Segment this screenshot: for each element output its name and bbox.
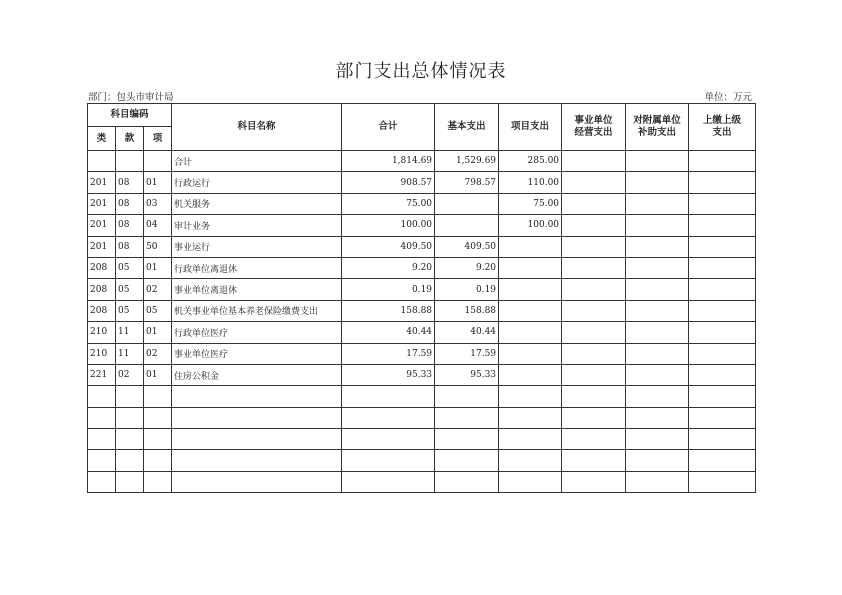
cell-basic xyxy=(435,407,499,428)
cell-name: 事业单位离退休 xyxy=(172,279,342,300)
cell-upper xyxy=(689,193,756,214)
cell-basic: 0.19 xyxy=(435,279,499,300)
cell-kuan: 08 xyxy=(116,193,144,214)
cell-total xyxy=(342,407,435,428)
cell-business xyxy=(562,364,626,385)
cell-project xyxy=(499,386,562,407)
table-row xyxy=(88,343,756,364)
cell-kuan xyxy=(116,450,144,471)
header-name: 科目名称 xyxy=(172,104,342,151)
cell-lei: 210 xyxy=(88,343,116,364)
cell-kuan: 05 xyxy=(116,300,144,321)
cell-project: 75.00 xyxy=(499,193,562,214)
cell-basic: 798.57 xyxy=(435,172,499,193)
cell-upper xyxy=(689,279,756,300)
cell-kuan xyxy=(116,471,144,492)
cell-upper xyxy=(689,236,756,257)
cell-project xyxy=(499,450,562,471)
cell-total xyxy=(342,471,435,492)
cell-total xyxy=(342,386,435,407)
cell-upper xyxy=(689,343,756,364)
cell-basic: 158.88 xyxy=(435,300,499,321)
cell-basic: 9.20 xyxy=(435,257,499,278)
cell-xiang xyxy=(144,471,172,492)
cell-upper xyxy=(689,215,756,236)
cell-name: 住房公积金 xyxy=(172,364,342,385)
cell-business xyxy=(562,471,626,492)
header-project: 项目支出 xyxy=(499,104,562,151)
cell-name: 机关事业单位基本养老保险缴费支出 xyxy=(172,300,342,321)
cell-upper xyxy=(689,407,756,428)
header-basic: 基本支出 xyxy=(435,104,499,151)
cell-total: 95.33 xyxy=(342,364,435,385)
cell-xiang: 01 xyxy=(144,322,172,343)
cell-business xyxy=(562,172,626,193)
cell-kuan: 08 xyxy=(116,236,144,257)
cell-name: 事业单位医疗 xyxy=(172,343,342,364)
cell-project xyxy=(499,300,562,321)
header-subsidiary-line2: 补助支出 xyxy=(638,127,677,138)
cell-name: 机关服务 xyxy=(172,193,342,214)
header-upper xyxy=(689,104,756,151)
cell-lei: 221 xyxy=(88,364,116,385)
cell-project xyxy=(499,322,562,343)
cell-kuan xyxy=(116,151,144,172)
cell-subsidiary xyxy=(626,471,689,492)
unit-label: 单位：万元 xyxy=(704,92,752,103)
cell-project xyxy=(499,279,562,300)
cell-kuan xyxy=(116,429,144,450)
cell-basic: 17.59 xyxy=(435,343,499,364)
cell-xiang: 50 xyxy=(144,236,172,257)
cell-business xyxy=(562,257,626,278)
cell-business xyxy=(562,279,626,300)
cell-name: 行政单位医疗 xyxy=(172,322,342,343)
cell-kuan: 02 xyxy=(116,364,144,385)
cell-basic xyxy=(435,429,499,450)
table-row xyxy=(88,450,756,471)
table-row xyxy=(88,471,756,492)
cell-project xyxy=(499,257,562,278)
cell-business xyxy=(562,407,626,428)
header-code-group: 科目编码 xyxy=(88,104,172,127)
table-row xyxy=(88,364,756,385)
cell-total: 40.44 xyxy=(342,322,435,343)
cell-total: 75.00 xyxy=(342,193,435,214)
cell-xiang xyxy=(144,407,172,428)
cell-xiang: 03 xyxy=(144,193,172,214)
cell-kuan: 05 xyxy=(116,279,144,300)
cell-upper xyxy=(689,300,756,321)
cell-total: 908.57 xyxy=(342,172,435,193)
header-upper-line1: 上缴上级 xyxy=(703,115,742,126)
cell-project xyxy=(499,236,562,257)
cell-lei xyxy=(88,151,116,172)
cell-project xyxy=(499,364,562,385)
cell-subsidiary xyxy=(626,172,689,193)
cell-project xyxy=(499,407,562,428)
cell-basic xyxy=(435,471,499,492)
cell-subsidiary xyxy=(626,215,689,236)
cell-business xyxy=(562,386,626,407)
cell-name xyxy=(172,429,342,450)
cell-total: 100.00 xyxy=(342,215,435,236)
cell-basic: 1,529.69 xyxy=(435,151,499,172)
header-business-line2: 经营支出 xyxy=(574,127,613,138)
cell-lei: 208 xyxy=(88,279,116,300)
cell-lei xyxy=(88,471,116,492)
cell-lei: 208 xyxy=(88,257,116,278)
cell-name: 合计 xyxy=(172,151,342,172)
cell-business xyxy=(562,236,626,257)
cell-name: 行政单位离退休 xyxy=(172,257,342,278)
table-row xyxy=(88,429,756,450)
cell-upper xyxy=(689,450,756,471)
cell-xiang: 02 xyxy=(144,343,172,364)
cell-xiang: 01 xyxy=(144,257,172,278)
cell-business xyxy=(562,193,626,214)
cell-basic xyxy=(435,215,499,236)
cell-kuan: 11 xyxy=(116,343,144,364)
header-kuan: 款 xyxy=(116,127,144,151)
cell-name xyxy=(172,450,342,471)
cell-upper xyxy=(689,429,756,450)
header-subsidiary xyxy=(626,104,689,151)
cell-xiang xyxy=(144,386,172,407)
cell-total: 9.20 xyxy=(342,257,435,278)
cell-project xyxy=(499,343,562,364)
cell-business xyxy=(562,450,626,471)
cell-upper xyxy=(689,322,756,343)
cell-total xyxy=(342,450,435,471)
department-label: 部门：包头市审计局 xyxy=(88,92,174,103)
table-row xyxy=(88,236,756,257)
cell-lei xyxy=(88,386,116,407)
cell-subsidiary xyxy=(626,450,689,471)
cell-lei xyxy=(88,429,116,450)
cell-total: 1,814.69 xyxy=(342,151,435,172)
cell-total: 158.88 xyxy=(342,300,435,321)
cell-xiang: 04 xyxy=(144,215,172,236)
cell-business xyxy=(562,215,626,236)
cell-xiang: 01 xyxy=(144,172,172,193)
cell-lei: 201 xyxy=(88,215,116,236)
header-subsidiary-line1: 对附属单位 xyxy=(633,115,681,126)
cell-business xyxy=(562,300,626,321)
table-row xyxy=(88,300,756,321)
cell-subsidiary xyxy=(626,364,689,385)
cell-name: 事业运行 xyxy=(172,236,342,257)
cell-basic: 40.44 xyxy=(435,322,499,343)
cell-business xyxy=(562,322,626,343)
header-business xyxy=(562,104,626,151)
table-row xyxy=(88,257,756,278)
cell-xiang xyxy=(144,429,172,450)
cell-xiang: 05 xyxy=(144,300,172,321)
cell-subsidiary xyxy=(626,407,689,428)
cell-kuan xyxy=(116,407,144,428)
header-lei: 类 xyxy=(88,127,116,151)
cell-kuan: 11 xyxy=(116,322,144,343)
cell-subsidiary xyxy=(626,343,689,364)
cell-xiang xyxy=(144,450,172,471)
cell-kuan xyxy=(116,386,144,407)
cell-name xyxy=(172,407,342,428)
table-body xyxy=(88,151,756,493)
cell-name xyxy=(172,471,342,492)
header-total: 合计 xyxy=(342,104,435,151)
table-row xyxy=(88,193,756,214)
cell-basic xyxy=(435,193,499,214)
cell-total: 17.59 xyxy=(342,343,435,364)
cell-name: 审计业务 xyxy=(172,215,342,236)
cell-basic xyxy=(435,386,499,407)
table-row xyxy=(88,172,756,193)
cell-kuan: 05 xyxy=(116,257,144,278)
cell-subsidiary xyxy=(626,257,689,278)
cell-lei xyxy=(88,450,116,471)
header-upper-line2: 支出 xyxy=(712,127,732,138)
header-business-line1: 事业单位 xyxy=(574,115,613,126)
cell-upper xyxy=(689,151,756,172)
cell-upper xyxy=(689,257,756,278)
expenditure-table xyxy=(87,103,756,493)
cell-project: 100.00 xyxy=(499,215,562,236)
table-row xyxy=(88,322,756,343)
cell-kuan: 08 xyxy=(116,215,144,236)
cell-total: 409.50 xyxy=(342,236,435,257)
cell-subsidiary xyxy=(626,193,689,214)
table-row xyxy=(88,279,756,300)
cell-subsidiary xyxy=(626,300,689,321)
cell-subsidiary xyxy=(626,386,689,407)
cell-subsidiary xyxy=(626,151,689,172)
cell-basic xyxy=(435,450,499,471)
cell-lei: 201 xyxy=(88,172,116,193)
cell-upper xyxy=(689,471,756,492)
cell-xiang xyxy=(144,151,172,172)
cell-lei: 201 xyxy=(88,236,116,257)
cell-subsidiary xyxy=(626,236,689,257)
cell-lei: 210 xyxy=(88,322,116,343)
cell-business xyxy=(562,151,626,172)
cell-name: 行政运行 xyxy=(172,172,342,193)
cell-subsidiary xyxy=(626,429,689,450)
cell-basic: 409.50 xyxy=(435,236,499,257)
cell-project: 110.00 xyxy=(499,172,562,193)
cell-business xyxy=(562,429,626,450)
cell-business xyxy=(562,343,626,364)
table-row xyxy=(88,407,756,428)
table-row xyxy=(88,386,756,407)
cell-project xyxy=(499,471,562,492)
table-row xyxy=(88,215,756,236)
table-row xyxy=(88,151,756,172)
cell-upper xyxy=(689,172,756,193)
cell-upper xyxy=(689,364,756,385)
cell-lei: 201 xyxy=(88,193,116,214)
cell-xiang: 01 xyxy=(144,364,172,385)
cell-lei xyxy=(88,407,116,428)
page-title: 部门支出总体情况表 xyxy=(335,61,507,82)
cell-project xyxy=(499,429,562,450)
cell-kuan: 08 xyxy=(116,172,144,193)
header-xiang: 项 xyxy=(144,127,172,151)
cell-xiang: 02 xyxy=(144,279,172,300)
table-header xyxy=(88,104,756,151)
cell-total xyxy=(342,429,435,450)
cell-upper xyxy=(689,386,756,407)
cell-name xyxy=(172,386,342,407)
cell-subsidiary xyxy=(626,279,689,300)
cell-lei: 208 xyxy=(88,300,116,321)
cell-subsidiary xyxy=(626,322,689,343)
cell-project: 285.00 xyxy=(499,151,562,172)
cell-total: 0.19 xyxy=(342,279,435,300)
cell-basic: 95.33 xyxy=(435,364,499,385)
